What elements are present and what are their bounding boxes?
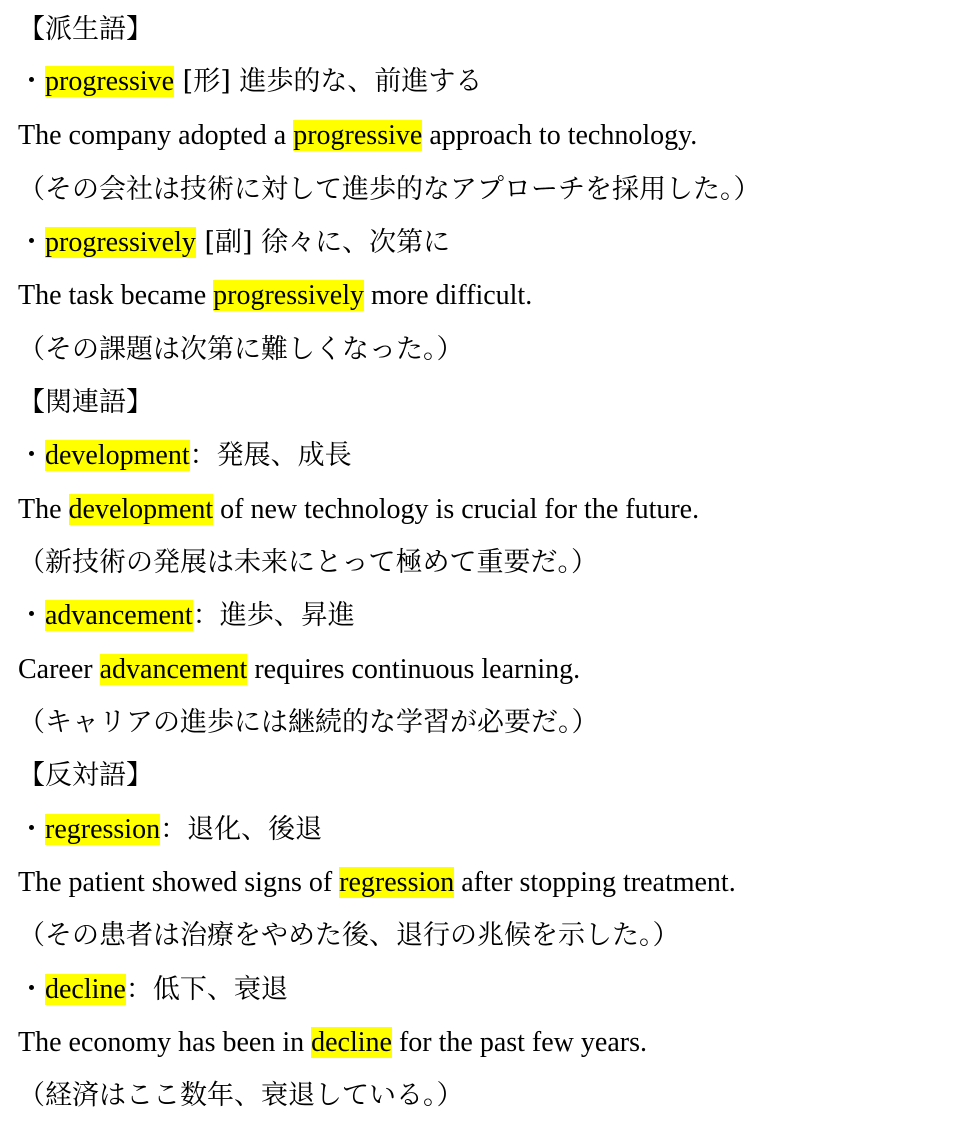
separator: ： (192, 600, 220, 631)
meaning: 低下、衰退 (152, 974, 288, 1005)
bullet: ・ (18, 440, 45, 471)
example-text: more difficult. (363, 280, 533, 311)
heading-text: 【関連語】 (18, 387, 153, 418)
bullet: ・ (18, 227, 45, 258)
example-text: The economy has been in (18, 1027, 312, 1058)
example-text: Career (18, 654, 100, 685)
part-of-speech: [形] (182, 66, 231, 97)
translation-text: （経済はここ数年、衰退している。） (18, 1080, 464, 1111)
translation-decline (18, 1078, 464, 1114)
entry-headword-regression (18, 812, 322, 848)
example-text: after stopping treatment. (454, 867, 736, 898)
headword-highlight: advancement (45, 600, 193, 631)
headword-highlight: progressive (45, 66, 175, 97)
entry-headword-advancement (18, 598, 355, 634)
entry-headword-decline (18, 972, 288, 1008)
example-text: The patient showed signs of (18, 867, 340, 898)
translation-development (18, 545, 598, 581)
part-of-speech: [副] (204, 227, 253, 258)
meaning: 徐々に、次第に (261, 227, 451, 258)
section-heading-derivatives (18, 12, 153, 48)
example-sentence-decline (18, 1025, 647, 1061)
example-highlight: progressive (293, 120, 423, 151)
example-highlight: advancement (99, 654, 248, 685)
headword-highlight: development (45, 440, 190, 471)
example-text: for the past few years. (391, 1027, 647, 1058)
translation-progressive (18, 172, 761, 208)
meaning: 発展、成長 (216, 440, 352, 471)
entry-headword-progressively (18, 225, 450, 261)
example-text: The company adopted a (18, 120, 294, 151)
separator: ： (125, 974, 153, 1005)
translation-regression (18, 918, 680, 954)
separator: ： (160, 814, 188, 845)
translation-text: （キャリアの進歩には継続的な学習が必要だ。） (18, 707, 599, 738)
entry-headword-progressive (18, 64, 482, 100)
bullet: ・ (18, 974, 45, 1005)
example-sentence-progressive (18, 118, 697, 154)
example-highlight: development (68, 494, 214, 525)
translation-text: （その患者は治療をやめた後、退行の兆候を示した。） (18, 920, 680, 951)
example-highlight: progressively (213, 280, 364, 311)
translation-text: （新技術の発展は未来にとって極めて重要だ。） (18, 547, 598, 578)
meaning: 進歩的な、前進する (239, 66, 483, 97)
bullet: ・ (18, 814, 45, 845)
example-text: The (18, 494, 69, 525)
entry-headword-development (18, 438, 352, 474)
example-highlight: regression (339, 867, 455, 898)
section-heading-related (18, 385, 153, 421)
meaning: 進歩、昇進 (219, 600, 355, 631)
headword-highlight: regression (45, 814, 161, 845)
example-text: The task became (18, 280, 214, 311)
bullet: ・ (18, 600, 45, 631)
translation-advancement (18, 705, 599, 741)
translation-text: （その課題は次第に難しくなった。） (18, 334, 464, 365)
meaning: 退化、後退 (187, 814, 323, 845)
headword-highlight: decline (45, 974, 126, 1005)
example-sentence-regression (18, 865, 736, 901)
headword-highlight: progressively (45, 227, 196, 258)
section-heading-antonyms (18, 758, 153, 794)
example-sentence-progressively (18, 278, 532, 314)
example-text: of new technology is crucial for the future. (213, 494, 700, 525)
example-highlight: decline (311, 1027, 392, 1058)
example-text: requires continuous learning. (247, 654, 581, 685)
example-text: approach to technology. (422, 120, 698, 151)
heading-text: 【反対語】 (18, 760, 153, 791)
translation-progressively (18, 332, 464, 368)
example-sentence-development (18, 492, 699, 528)
heading-text: 【派生語】 (18, 14, 153, 45)
bullet: ・ (18, 66, 45, 97)
translation-text: （その会社は技術に対して進歩的なアプローチを採用した。） (18, 174, 761, 205)
example-sentence-advancement (18, 652, 580, 688)
separator: ： (189, 440, 217, 471)
